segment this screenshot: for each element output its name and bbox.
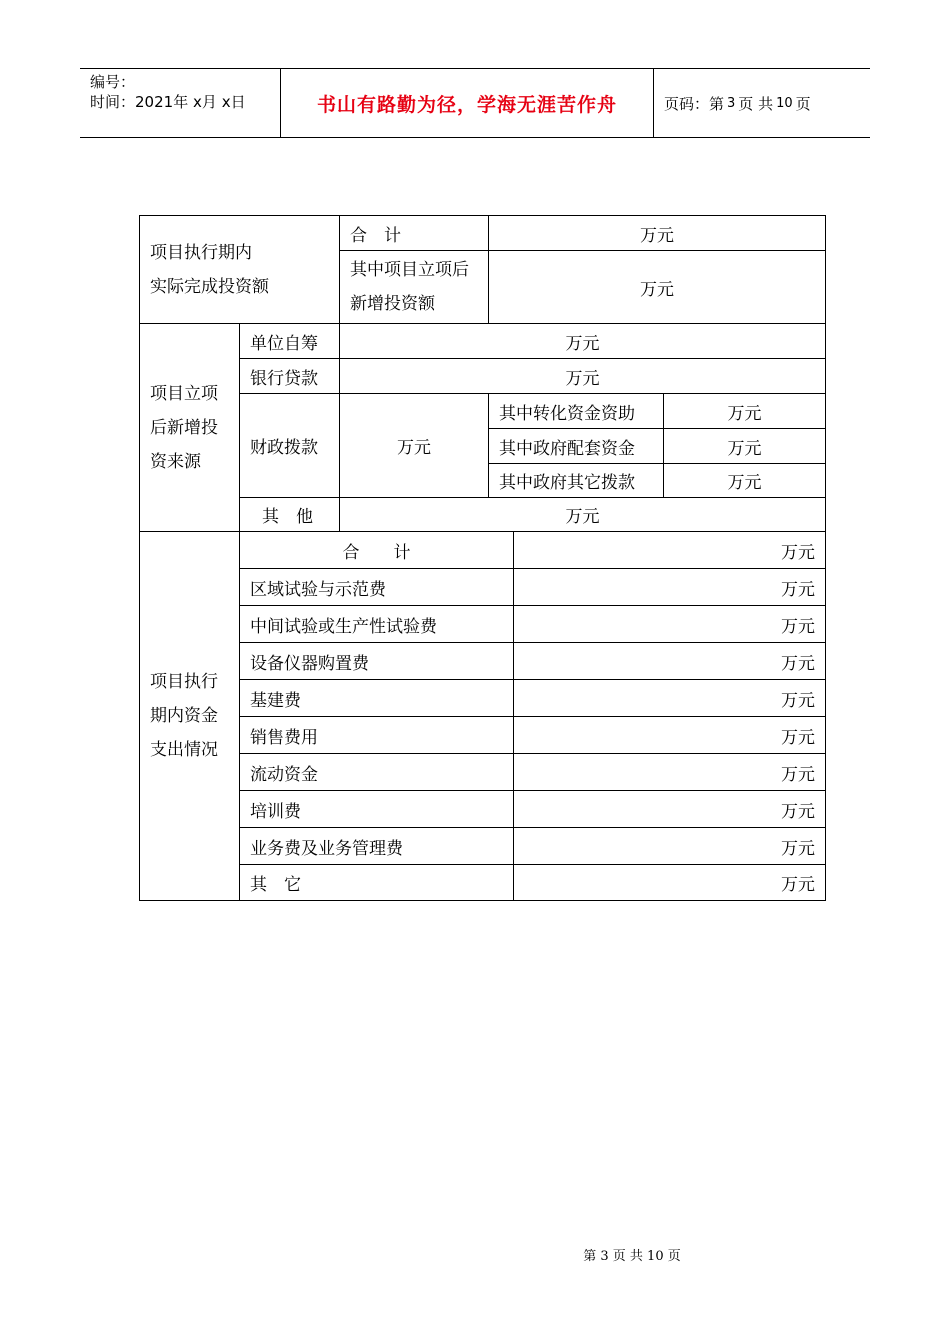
bank-loan-label: 银行贷款	[239, 358, 340, 394]
expense-item-label: 区域试验与示范费	[239, 568, 514, 606]
total-label: 合 计	[339, 215, 489, 251]
fiscal-sub-label: 其中转化资金资助	[488, 393, 664, 429]
page-indicator	[654, 69, 870, 137]
fiscal-sub-value: 万元	[663, 463, 826, 498]
expense-item-label: 销售费用	[239, 716, 514, 754]
fiscal-sub-value: 万元	[663, 428, 826, 464]
expense-item-label: 其 它	[239, 864, 514, 901]
number-label: 编号：	[90, 73, 136, 91]
funding-source-label: 项目立项 后新增投 资来源	[139, 323, 240, 532]
expense-item-label: 中间试验或生产性试验费	[239, 605, 514, 643]
bank-loan-value: 万元	[339, 358, 826, 394]
expense-item-label: 设备仪器购置费	[239, 642, 514, 680]
slogan: 书山有路勤为径，学海无涯苦作舟	[281, 69, 654, 137]
expense-item-value: 万元	[513, 753, 826, 791]
expense-item-value: 万元	[513, 642, 826, 680]
expense-item-value: 万元	[513, 605, 826, 643]
expense-item-label: 流动资金	[239, 753, 514, 791]
month: x	[193, 93, 202, 111]
time-line	[90, 91, 246, 112]
fiscal-value: 万元	[339, 393, 489, 498]
expense-item-label: 业务费及业务管理费	[239, 827, 514, 865]
page-total: 10	[776, 95, 793, 111]
day: x	[221, 93, 231, 111]
expense-item-value: 万元	[513, 568, 826, 606]
page-footer: 第 3 页 共 10 页	[583, 1249, 681, 1264]
expense-item-value: 万元	[513, 790, 826, 828]
header-meta-cell	[80, 69, 281, 137]
expense-item-value: 万元	[513, 716, 826, 754]
new-investment-label: 其中项目立项后 新增投资额	[339, 250, 489, 324]
expense-item-value: 万元	[513, 827, 826, 865]
investment-form-table	[140, 216, 826, 902]
expense-item-label: 培训费	[239, 790, 514, 828]
expense-total-value: 万元	[513, 531, 826, 569]
expenditure-label: 项目执行 期内资金 支出情况	[139, 531, 240, 901]
expense-item-label: 基建费	[239, 679, 514, 717]
expense-total-label: 合 计	[239, 531, 514, 569]
fiscal-sub-label: 其中政府其它拨款	[488, 463, 664, 498]
page-label: 页码：第	[664, 94, 725, 113]
other-source-value: 万元	[339, 497, 826, 532]
page-header	[80, 68, 870, 138]
self-raised-label: 单位自筹	[239, 323, 340, 359]
fiscal-sub-value: 万元	[663, 393, 826, 429]
self-raised-value: 万元	[339, 323, 826, 359]
year: 2021	[135, 93, 174, 111]
expense-item-value: 万元	[513, 864, 826, 901]
page-mid: 页 共	[738, 94, 774, 113]
day-char: 日	[230, 93, 246, 111]
page-number: 3	[727, 95, 736, 111]
page-end: 页	[795, 94, 811, 113]
actual-investment-label: 项目执行期内 实际完成投资额	[139, 215, 340, 324]
month-char: 月	[201, 93, 217, 111]
fiscal-sub-label: 其中政府配套资金	[488, 428, 664, 464]
expense-item-value: 万元	[513, 679, 826, 717]
year-char: 年	[173, 93, 189, 111]
new-investment-value: 万元	[488, 250, 826, 324]
time-label: 时间：	[90, 93, 136, 111]
fiscal-label: 财政拨款	[239, 393, 340, 498]
total-value: 万元	[488, 215, 826, 251]
other-source-label: 其 他	[239, 497, 340, 532]
